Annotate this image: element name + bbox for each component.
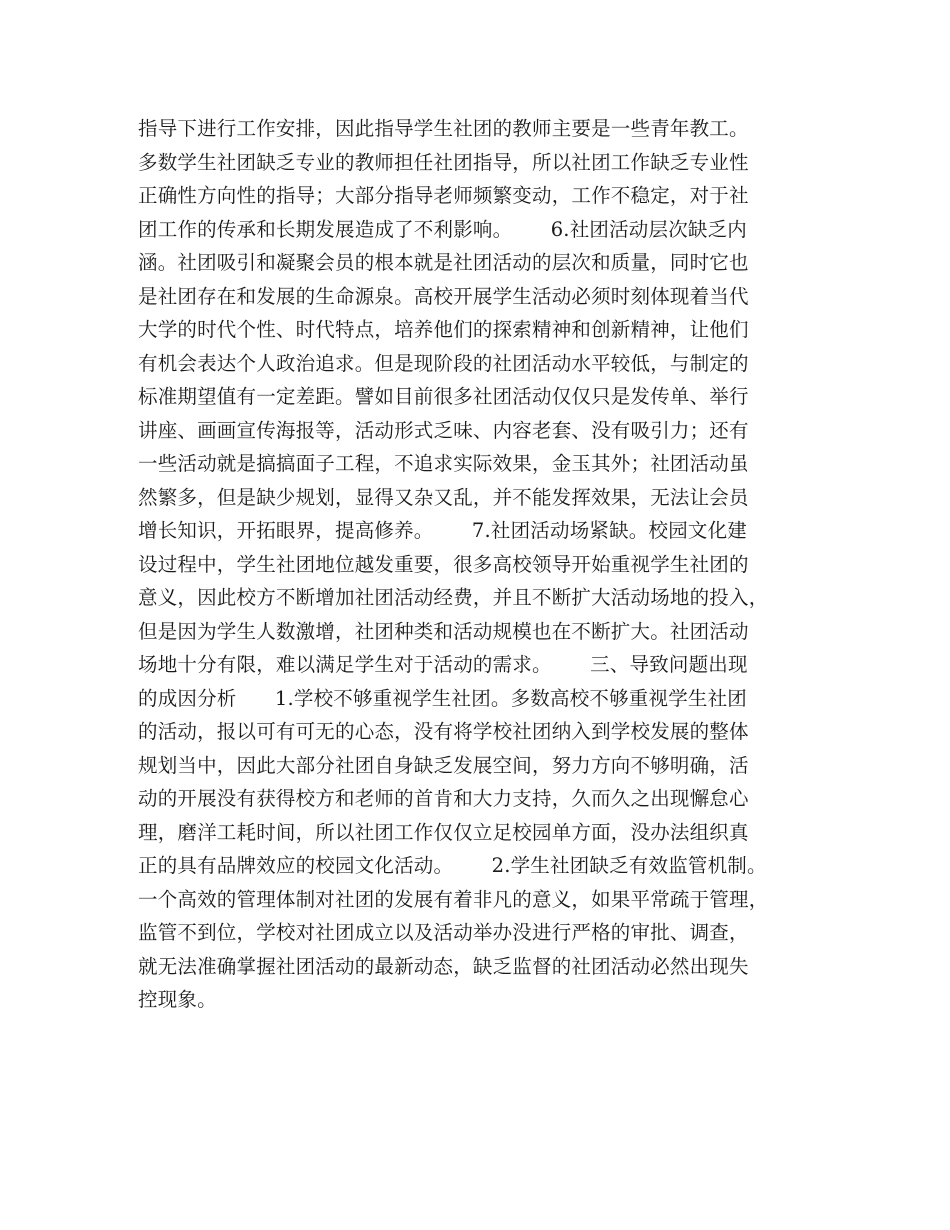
text-line: 规划当中，因此大部分社团自身缺乏发展空间，努力方向不够明确，活 bbox=[138, 753, 749, 777]
text-line: 多数学生社团缺乏专业的教师担任社团指导，所以社团工作缺乏专业性 bbox=[138, 150, 749, 174]
text-line: 团工作的传承和长期发展造成了不利影响。 6.社团活动层次缺乏内 bbox=[138, 217, 747, 241]
text-line: 指导下进行工作安排，因此指导学生社团的教师主要是一些青年教工。 bbox=[138, 117, 749, 140]
text-line: 有机会表达个人政治追求。但是现阶段的社团活动水平较低，与制定的 bbox=[138, 351, 749, 375]
text-line: 监管不到位，学校对社团成立以及活动举办没进行严格的审批、调查， bbox=[138, 921, 749, 944]
text-line: 大学的时代个性、时代特点，培养他们的探索精神和创新精神，让他们 bbox=[138, 318, 749, 341]
text-line: 场地十分有限，难以满足学生对于活动的需求。 三、导致问题出现 bbox=[138, 653, 748, 676]
text-line: 正确性方向性的指导；大部分指导老师频繁变动，工作不稳定，对于社 bbox=[138, 184, 749, 207]
body-text bbox=[138, 112, 838, 1017]
text-line: 标准期望值有一定差距。譬如目前很多社团活动仅仅只是发传单、举行 bbox=[138, 385, 749, 408]
text-line: 的成因分析 1.学校不够重视学生社团。多数高校不够重视学生社团 bbox=[138, 686, 747, 710]
text-line: 动的开展没有获得校方和老师的首肯和大力支持，久而久之出现懈怠心 bbox=[138, 787, 749, 810]
text-line: 涵。社团吸引和凝聚会员的根本就是社团活动的层次和质量，同时它也 bbox=[138, 251, 749, 274]
text-line: 的活动，报以可有可无的心态，没有将学校社团纳入到学校发展的整体 bbox=[138, 720, 749, 743]
text-line: 设过程中，学生社团地位越发重要，很多高校领导开始重视学生社团的 bbox=[138, 552, 749, 576]
text-line: 然繁多，但是缺少规划，显得又杂又乱，并不能发挥效果，无法让会员 bbox=[138, 485, 749, 509]
text-line: 但是因为学生人数激增，社团种类和活动规模也在不断扩大。社团活动 bbox=[138, 619, 749, 643]
text-line: 一些活动就是搞搞面子工程，不追求实际效果，金玉其外；社团活动虽 bbox=[138, 452, 749, 475]
text-line: 一个高效的管理体制对社团的发展有着非凡的意义，如果平常疏于管理， bbox=[138, 887, 769, 911]
text-line: 正的具有品牌效应的校园文化活动。 2.学生社团缺乏有效监管机制。 bbox=[138, 854, 767, 877]
text-line: 意义，因此校方不断增加社团活动经费，并且不断扩大活动场地的投入， bbox=[138, 586, 769, 609]
text-line: 增长知识，开拓眼界，提高修养。 7.社团活动场紧缺。校园文化建 bbox=[138, 519, 747, 542]
text-line: 讲座、画画宣传海报等，活动形式乏味、内容老套、没有吸引力；还有 bbox=[138, 418, 749, 442]
text-line: 是社团存在和发展的生命源泉。高校开展学生活动必须时刻体现着当代 bbox=[138, 284, 749, 308]
text-line: 理，磨洋工耗时间，所以社团工作仅仅立足校园单方面，没办法组织真 bbox=[138, 820, 749, 844]
text-line: 控现象。 bbox=[138, 988, 217, 1011]
text-line: 就无法准确掌握社团活动的最新动态，缺乏监督的社团活动必然出现失 bbox=[138, 954, 749, 978]
